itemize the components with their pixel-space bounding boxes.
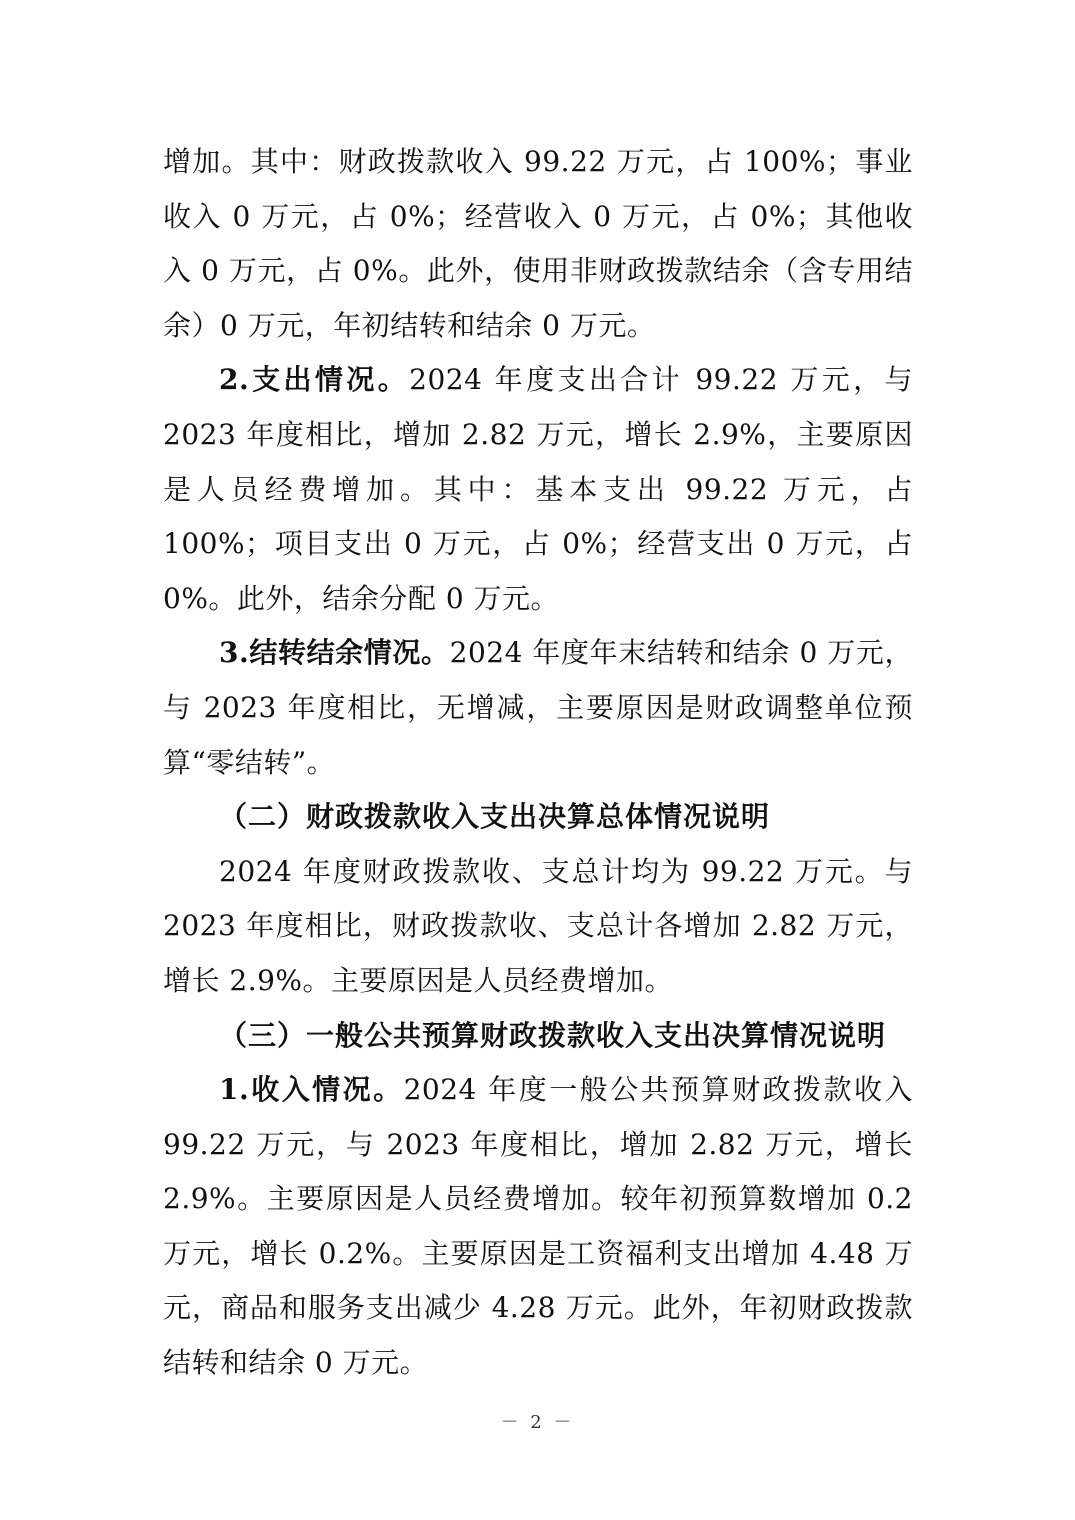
paragraph-carryover-text: 2024 年度年末结转和结余 0 万元，与 2023 年度相比，无增减，主要原因是财政调整单位预算“零结转”。 bbox=[163, 636, 913, 779]
document-body bbox=[163, 135, 913, 1391]
paragraph-expenditure-text: 2024 年度支出合计 99.22 万元，与 2023 年度相比，增加 2.82 万元，增长 2.9%，主要原因是人员经费增加。其中：基本支出 99.22 万元，占 100%；项目支出 0 万元，占 0%；经营支出 0 万元，占 0%。此外，结余分配 0 万元。 bbox=[163, 363, 914, 615]
paragraph-general-budget-income-heading: 1.收入情况。 bbox=[219, 1073, 404, 1107]
paragraph-expenditure-heading: 2.支出情况。 bbox=[219, 363, 410, 397]
paragraph-income-continued: 增加。其中：财政拨款收入 99.22 万元，占 100%；事业收入 0 万元，占 0%；经营收入 0 万元，占 0%；其他收入 0 万元，占 0%。此外，使用非财政拨款结余（含专用结余）0 万元，年初结转和结余 0 万元。 bbox=[163, 145, 913, 342]
section-heading-3: （三）一般公共预算财政拨款收入支出决算情况说明 bbox=[219, 1018, 887, 1052]
paragraph-fiscal-total: 2024 年度财政拨款收、支总计均为 99.22 万元。与 2023 年度相比，财政拨款收、支总计各增加 2.82 万元，增长 2.9%。主要原因是人员经费增加。 bbox=[163, 854, 913, 997]
paragraph-carryover bbox=[163, 626, 913, 790]
section-heading-2: （二）财政拨款收入支出决算总体情况说明 bbox=[219, 800, 771, 834]
paragraph-expenditure bbox=[163, 353, 913, 626]
paragraph-general-budget-income bbox=[163, 1063, 913, 1391]
paragraph-carryover-heading: 3.结转结余情况。 bbox=[219, 636, 450, 670]
page-number: － 2 － bbox=[500, 1412, 575, 1433]
paragraph-general-budget-income-text: 2024 年度一般公共预算财政拨款收入 99.22 万元，与 2023 年度相比，增加 2.82 万元，增长 2.9%。主要原因是人员经费增加。较年初预算数增加 0.2 万元，增长 0.2%。主要原因是工资福利支出增加 4.48 万元，商品和服务支出减少 4.28 万元。此外，年初财政拨款结转和结余 0 万元。 bbox=[163, 1073, 913, 1380]
